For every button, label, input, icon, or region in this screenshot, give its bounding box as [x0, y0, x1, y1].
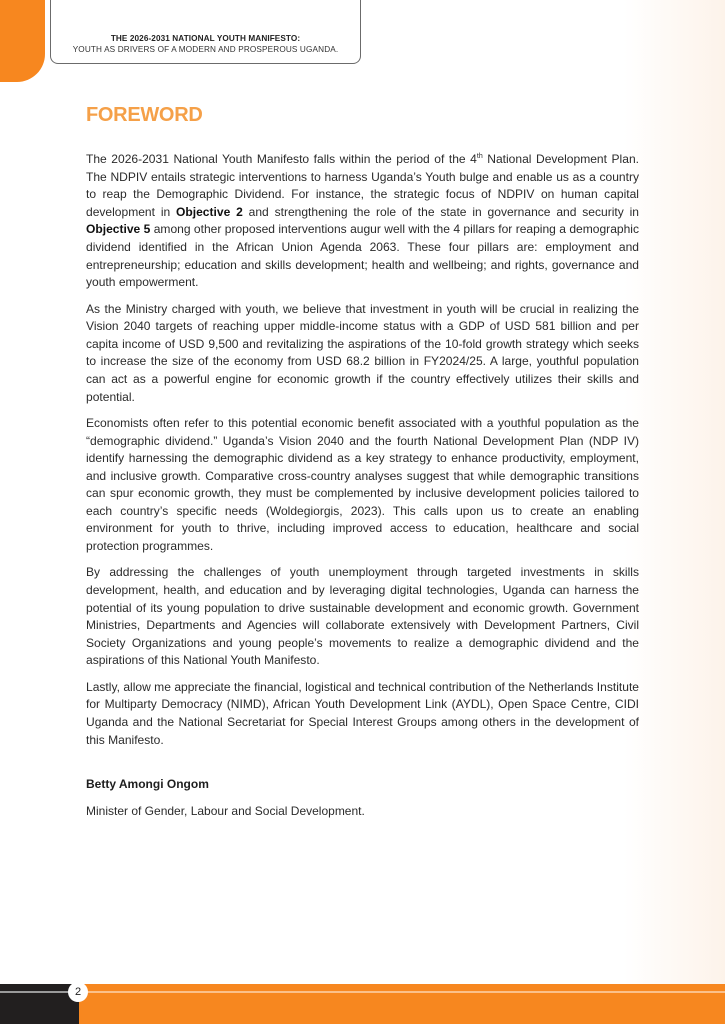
p1-text-c: and strengthening the role of the state in governance and security in	[242, 204, 639, 219]
running-header	[50, 0, 361, 64]
objective-2-emphasis: Objective 2	[176, 204, 243, 219]
page-title: FOREWORD	[86, 104, 203, 126]
p1-text-a: The 2026-2031 National Youth Manifesto falls within the period of the 4	[86, 152, 477, 166]
signatory-name: Betty Amongi Ongom	[86, 777, 209, 791]
ordinal-superscript: th	[476, 153, 483, 160]
header-subtitle: YOUTH AS DRIVERS OF A MODERN AND PROSPEROUS UGANDA.	[72, 45, 339, 54]
paragraph-3: Economists often refer to this potential economic benefit associated with a youthful population as the “demographic dividend.” Uganda’s Vision 2040 and the fourth National Development Plan (NDP IV) identify harnessing the demographic dividend as a key strategy to enhance productivity, employment, and inclusive growth. Comparative cross-country analyses suggest that while demographic transitions can spur economic growth, they must be complemented by inclusive development policies tailored to each country’s specific needs (Woldegiorgis, 2023). This calls upon us to create an enabling environment for youth to thrive, including improved access to education, healthcare and social protection programmes.	[86, 415, 639, 554]
footer-orange-band	[79, 984, 725, 1024]
signatory-title: Minister of Gender, Labour and Social Development.	[86, 804, 365, 818]
header-title: THE 2026-2031 NATIONAL YOUTH MANIFESTO:	[110, 34, 301, 43]
corner-tab-decoration	[0, 0, 45, 82]
paragraph-5: Lastly, allow me appreciate the financial, logistical and technical contribution of the Netherlands Institute for Multiparty Democracy (NIMD), African Youth Development Link (AYDL), Open Space Centre, CIDI Uganda and the National Secretariat for Special Interest Groups among others in the development of this Manifesto.	[86, 679, 639, 747]
p1-text-b: National Development Plan. The NDPIV entails strategic interventions to harness Uganda’s Youth bulge and enable us as a country to reap the Demographic Dividend. For instance, the strategic focus of NDPIV on human capital development in	[86, 152, 639, 219]
paragraph-4: By addressing the challenges of youth unemployment through targeted investments in skills development, health, and education and by leveraging digital technologies, Uganda can harness the potential of its young population to drive sustainable development and economic growth. Government Ministries, Departments and Agencies will collaborate extensively with Development Partners, Civil Society Organizations and young people’s movements to realize a demographic dividend and the aspirations of this National Youth Manifesto.	[86, 565, 639, 668]
footer-rule-orange	[79, 991, 725, 993]
paragraph-2: As the Ministry charged with youth, we believe that investment in youth will be crucial in realizing the Vision 2040 targets of reaching upper middle-income status with a GDP of USD 581 billion and per capita income of USD 9,500 and revitalizing the aspirations of the 10-fold growth strategy which seeks to increase the size of the economy from USD 68.2 billion in FY2024/25. A large, youthful population can act as a powerful engine for economic growth if the country effectively utilizes their skills and potential.	[86, 301, 639, 404]
foreword-body	[86, 151, 639, 758]
objective-5-emphasis: Objective 5	[86, 222, 151, 237]
p1-text-d: among other proposed interventions augur well with the 4 pillars for reaping a demographic dividend identified in the African Union Agenda 2063. These four pillars are: employment and entrepreneurship; education and skills development; health and wellbeing; and rights, governance and youth empowerment.	[86, 222, 639, 290]
paragraph-1	[86, 151, 639, 292]
page-number: 2	[68, 982, 88, 1002]
